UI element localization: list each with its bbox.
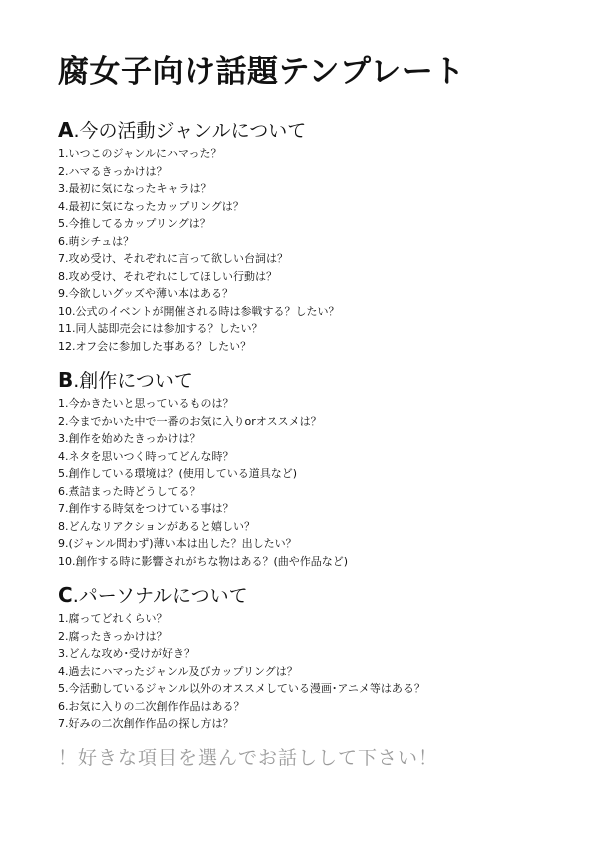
section-heading: [58, 367, 348, 395]
question-item: 10.公式のイベントが開催される時は参戦する？したい？: [58, 304, 340, 318]
question-item: 6.煮詰まった時どうしてる？: [58, 484, 201, 498]
question-item: 7.好みの二次創作作品の探し方は？: [58, 717, 234, 730]
section-a: [58, 117, 340, 355]
section-letter: A: [58, 118, 74, 142]
question-item: 2.今までかいた中で一番のお気に入りorオススメは？: [58, 414, 322, 428]
question-item: 9.今欲しいグッズや薄い本はある？: [58, 287, 233, 300]
question-item: 11.同人誌即売会には参加する？したい？: [58, 322, 263, 335]
section-title: .創作について: [73, 370, 193, 392]
question-list: [58, 395, 348, 570]
section-heading: [58, 117, 340, 145]
question-item: 3.創作を始めたきっかけは？: [58, 432, 201, 445]
question-item: 3.どんな攻め･受けが好き？: [58, 647, 195, 660]
section-title: .パーソナルについて: [72, 585, 248, 607]
question-item: 3.最初に気になったキャラは？: [58, 182, 212, 195]
section-heading: [58, 582, 425, 610]
question-item: 7.攻め受け、それぞれに言って欲しい台詞は？: [58, 252, 289, 265]
question-list: [58, 610, 425, 733]
question-item: 10.創作する時に影響されがちな物はある？(曲や作品など): [58, 554, 349, 568]
page-title: 腐女子向け話題テンプレート: [58, 54, 465, 90]
question-item: 5.創作している環境は？(使用している道具など): [58, 467, 298, 480]
question-item: 5.今推してるカップリングは？: [58, 217, 211, 230]
section-title: .今の活動ジャンルについて: [73, 120, 307, 142]
question-item: 1.腐ってどれくらい？: [58, 612, 168, 625]
question-item: 1.いつこのジャンルにハマった？: [58, 147, 222, 160]
section-c: [58, 582, 425, 733]
question-item: 5.今活動しているジャンル以外のオススメしている漫画･アニメ等はある？: [58, 682, 425, 695]
question-item: 2.ハマるきっかけは？: [58, 164, 168, 178]
question-item: 6.萌シチュは？: [58, 234, 135, 248]
question-item: 9.(ジャンル問わず)薄い本は出した？出したい？: [58, 537, 297, 550]
section-letter: B: [58, 368, 74, 392]
section-b: [58, 367, 348, 570]
question-item: 1.今かきたいと思っているものは？: [58, 397, 234, 410]
question-list: [58, 145, 340, 355]
section-letter: C: [58, 583, 73, 607]
footer-note: ！好きな項目を選んでお話しして下さい！: [58, 747, 439, 769]
question-item: 7.創作する時気をつけている事は？: [58, 502, 234, 515]
question-item: 12.オフ会に参加した事ある？したい？: [58, 339, 252, 353]
question-item: 4.過去にハマったジャンル及びカップリングは？: [58, 664, 298, 678]
question-item: 4.最初に気になったカップリングは？: [58, 199, 244, 213]
question-item: 6.お気に入りの二次創作作品はある？: [58, 699, 245, 713]
question-item: 8.攻め受け、それぞれにしてほしい行動は？: [58, 269, 278, 283]
question-item: 4.ネタを思いつく時ってどんな時？: [58, 449, 234, 463]
question-item: 2.腐ったきっかけは？: [58, 629, 168, 643]
question-item: 8.どんなリアクションがあると嬉しい？: [58, 519, 255, 533]
